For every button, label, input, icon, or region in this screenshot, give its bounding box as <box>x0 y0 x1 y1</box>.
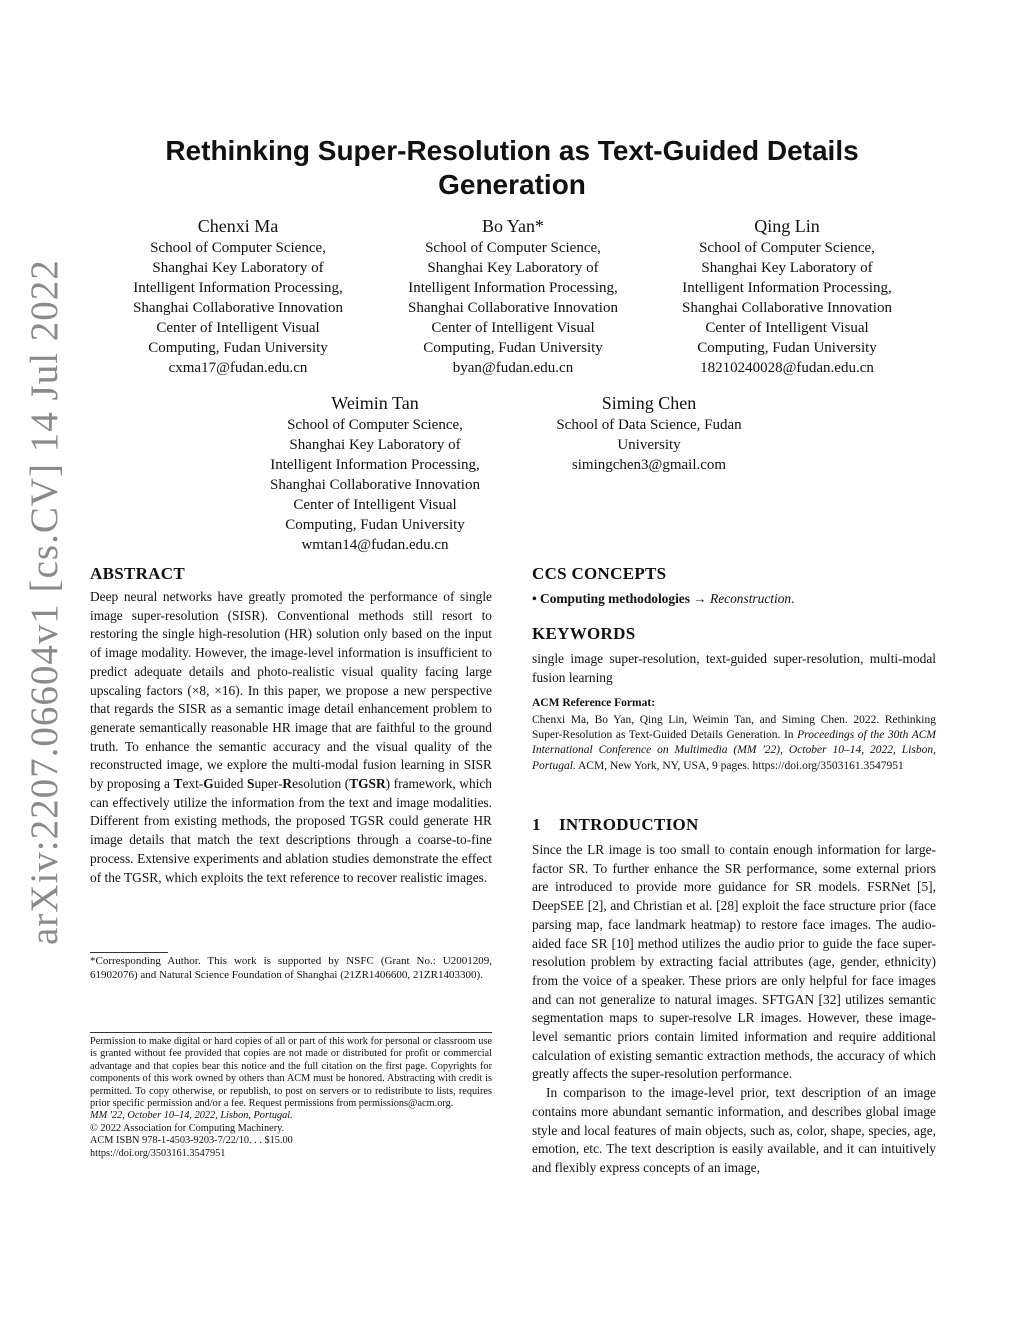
author-affiliation: Intelligent Information Processing, <box>682 280 892 296</box>
author-affiliation: School of Data Science, Fudan <box>556 417 742 433</box>
author-affiliation: Computing, Fudan University <box>697 340 877 356</box>
footnote-divider <box>90 952 168 953</box>
author-affiliation: School of Computer Science, <box>699 240 875 256</box>
author-block-5 <box>519 391 779 475</box>
author-affiliation: School of Computer Science, <box>150 240 326 256</box>
permission-venue: MM '22, October 10–14, 2022, Lisbon, Portugal. <box>90 1110 293 1122</box>
introduction-section <box>532 814 936 1178</box>
keywords-heading: KEYWORDS <box>532 624 636 643</box>
author-name: Qing Lin <box>754 216 820 236</box>
paper-title <box>100 134 924 202</box>
ccs-arrow: → <box>689 591 711 606</box>
ccs-end: . <box>791 591 795 606</box>
abstract-text-part-2: ) framework, which can effectively utilize the information from the text and image modalities. Different from existing methods, the proposed TGSR could generate HR image details that match the text descriptions through a coarse-to-fine process. Extensive experiments and ablation studies demonstrate the effect of the TGSR, which exploits the text reference to recover realistic images. <box>90 776 492 885</box>
tgsr-letter: G <box>203 776 214 792</box>
acm-reference-part-1: Chenxi Ma, Bo Yan, Qing Lin, Weimin Tan, and Siming Chen. 2022. Rethinking Super-Resolution as Text-Guided Details Generation. In <box>532 714 936 742</box>
permission-doi[interactable]: https://doi.org/3503161.3547951 <box>90 1147 226 1159</box>
acm-reference-part-2: ACM, New York, NY, USA, 9 pages. https://doi.org/3503161.3547951 <box>575 759 904 772</box>
abstract-text-part-1: Deep neural networks have greatly promoted the performance of single image super-resolution (SISR). Conventional methods still resort to restoring the single high-resolution (HR) solution only based on the input of image modality. However, the image-level information is insufficient to predict adequate details and photo-realistic visual quality facing large upscaling factors (×8, ×16). In this paper, we propose a new perspective that regards the SISR as a semantic image detail enhancement problem to generate semantically reasonable HR image that are faithful to the ground truth. To enhance the semantic accuracy and the visual quality of the reconstructed image, we explore the multi-modal fusion learning in SISR by proposing a <box>90 589 492 792</box>
author-block-1 <box>108 214 368 378</box>
author-name: Chenxi Ma <box>197 216 279 236</box>
author-affiliation: Center of Intelligent Visual <box>293 497 457 513</box>
author-affiliation: Center of Intelligent Visual <box>705 320 869 336</box>
author-affiliation: Shanghai Collaborative Innovation <box>408 300 618 316</box>
tgsr-letter: R <box>282 776 293 792</box>
author-affiliation: Center of Intelligent Visual <box>431 320 595 336</box>
author-email: 18210240028@fudan.edu.cn <box>700 360 874 376</box>
author-affiliation: School of Computer Science, <box>425 240 601 256</box>
keywords-text: single image super-resolution, text-guided super-resolution, multi-modal fusion learning <box>532 651 936 685</box>
acm-reference-text <box>532 713 936 774</box>
author-block-3 <box>657 214 917 378</box>
introduction-heading: 1 INTRODUCTION <box>532 815 699 834</box>
author-affiliation: Computing, Fudan University <box>285 517 465 533</box>
author-affiliation: Shanghai Key Laboratory of <box>152 260 324 276</box>
author-name: Siming Chen <box>601 393 697 413</box>
arxiv-stamp: arXiv:2207.06604v1 [cs.CV] 14 Jul 2022 <box>23 259 66 945</box>
ccs-section <box>532 563 936 609</box>
permission-block <box>90 1036 492 1160</box>
ccs-heading: CCS CONCEPTS <box>532 564 667 583</box>
permission-copyright: © 2022 Association for Computing Machinery. <box>90 1122 285 1134</box>
author-affiliation: Intelligent Information Processing, <box>133 280 343 296</box>
tgsr-letter: T <box>173 776 183 792</box>
author-affiliation: School of Computer Science, <box>287 417 463 433</box>
ccs-concept <box>532 590 936 609</box>
author-affiliation: University <box>617 437 681 453</box>
acm-reference-heading: ACM Reference Format: <box>532 697 656 709</box>
tgsr-fragment: uper- <box>254 776 283 792</box>
author-affiliation: Intelligent Information Processing, <box>408 280 618 296</box>
acm-reference-section <box>532 696 936 774</box>
paper-title-line-2: Generation <box>438 169 586 200</box>
author-name: Bo Yan* <box>481 216 545 236</box>
introduction-paragraph-1: Since the LR image is too small to contain enough information for large-factor SR. To further enhance the SR performance, some external priors are introduced to provide more guidance for SR models. FSRNet [5], DeepSEE [2], and Christian et al. [28] exploit the face structure prior (face parsing map, face landmark heatmap) to restore face images. The audio-aided face SR [10] method utilizes the audio prior to guide the face super-resolution problem by extracting facial attributes (age, gender, ethnicity) from the voice of a speaker. These priors are only helpful for face images and can not generalize to natural images. SFTGAN [32] utilizes semantic segmentation maps to super-resolve LR images. However, these image-level semantic priors contain limited information and require additional calculation of existing semantic extraction methods, the accuracy of which greatly affects the super-resolution performance. <box>532 842 936 1082</box>
author-affiliation: Intelligent Information Processing, <box>270 457 480 473</box>
tgsr-letter: S <box>246 776 255 792</box>
keywords-section <box>532 623 936 687</box>
footnote: *Corresponding Author. This work is supported by NSFC (Grant No.: U2001209, 61902076) and Natural Science Foundation of Shanghai (21ZR1406600, 21ZR1403300). <box>90 955 492 981</box>
ccs-item: Reconstruction <box>710 591 792 606</box>
author-email: cxma17@fudan.edu.cn <box>168 360 308 376</box>
author-affiliation: Center of Intelligent Visual <box>156 320 320 336</box>
author-affiliation: Computing, Fudan University <box>423 340 603 356</box>
abstract-section <box>90 563 492 887</box>
author-email: wmtan14@fudan.edu.cn <box>301 537 449 553</box>
introduction-paragraph-2: In comparison to the image-level prior, text description of an image contains more abundant semantic information, and describes global image style and local features of main objects, such as, color, shape, species, age, emotion, etc. The text description is easily available, and it can intuitively and flexibly express concepts of an image, <box>532 1085 936 1175</box>
author-affiliation: Shanghai Collaborative Innovation <box>133 300 343 316</box>
author-affiliation: Shanghai Collaborative Innovation <box>270 477 480 493</box>
abstract-text <box>90 588 492 887</box>
author-name: Weimin Tan <box>331 393 419 413</box>
author-affiliation: Shanghai Key Laboratory of <box>427 260 599 276</box>
author-affiliation: Shanghai Key Laboratory of <box>701 260 873 276</box>
tgsr-fragment: uided <box>213 776 247 792</box>
abstract-heading: ABSTRACT <box>90 564 185 583</box>
tgsr-abbreviation: TGSR <box>349 776 386 792</box>
author-email: byan@fudan.edu.cn <box>452 360 574 376</box>
ccs-bullet: • Computing methodologies <box>532 591 690 606</box>
author-block-4 <box>245 391 505 555</box>
author-affiliation: Shanghai Collaborative Innovation <box>682 300 892 316</box>
author-block-2 <box>383 214 643 378</box>
permission-divider <box>90 1032 492 1033</box>
author-affiliation: Shanghai Key Laboratory of <box>289 437 461 453</box>
paper-title-line-1: Rethinking Super-Resolution as Text-Guided Details <box>165 135 859 166</box>
tgsr-fragment: esolution ( <box>292 776 350 792</box>
permission-text: Permission to make digital or hard copies of all or part of this work for personal or classroom use is granted without fee provided that copies are not made or distributed for profit or commercial advantage and that copies bear this notice and the full citation on the first page. Copyrights for components of this work owned by others than ACM must be honored. Abstracting with credit is permitted. To copy otherwise, or republish, to post on servers or to redistribute to lists, requires prior specific permission and/or a fee. Request permissions from permissions@acm.org. <box>90 1036 492 1110</box>
acm-reference-venue: Proceedings of the 30th ACM International Conference on Multimedia (MM '22), October 10–14, 2022, Lisbon, Portugal. <box>532 729 936 772</box>
tgsr-fragment: ext- <box>182 776 204 792</box>
author-affiliation: Computing, Fudan University <box>148 340 328 356</box>
author-email: simingchen3@gmail.com <box>571 457 727 473</box>
permission-isbn: ACM ISBN 978-1-4503-9203-7/22/10. . . $15.00 <box>90 1135 293 1147</box>
